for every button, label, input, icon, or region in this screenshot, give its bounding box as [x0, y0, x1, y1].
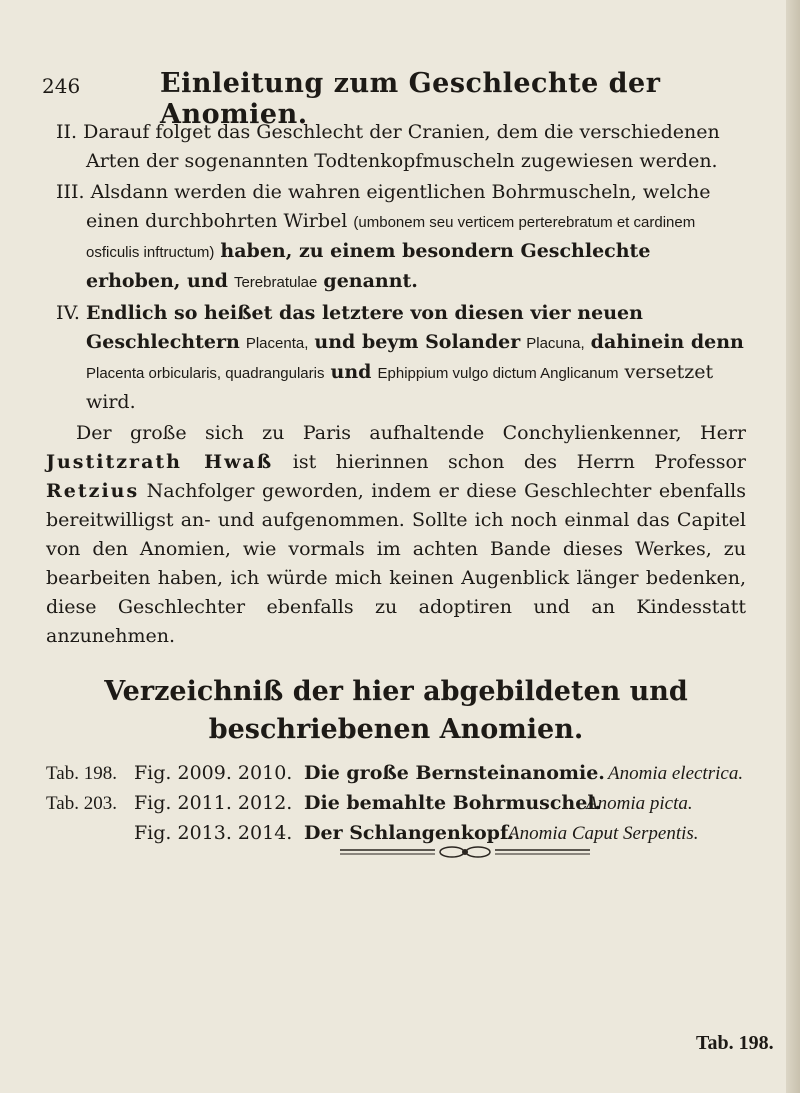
index-desc: Die große Bernsteinanomie. — [304, 762, 605, 784]
item-text: Darauf folget das Geschlecht der Cranien, dem die verschiedenen Arten der sogenannten Todtenkopfmuscheln zugewiesen werden. — [83, 121, 720, 172]
index-sci: Anomia Caput Serpentis. — [508, 823, 699, 844]
index-desc: Der Schlangenkopf. — [304, 822, 515, 844]
latin-term: Ephippium vulgo dictum Anglicanum — [377, 365, 619, 382]
index-sci: Anomia picta. — [586, 793, 693, 814]
index-figs: Fig. 2013. 2014. — [134, 822, 293, 844]
index-desc: Die bemahlte Bohrmuschel. — [304, 792, 602, 814]
list-item-ii — [46, 118, 746, 176]
item-text: und beym Solander — [314, 331, 521, 353]
item-text: versetzet wird. — [86, 361, 714, 413]
index-tab: Tab. 203. — [46, 793, 117, 814]
latin-term: Terebratulae — [233, 274, 318, 291]
item-numeral: II. — [56, 121, 78, 143]
paragraph-text: Der große sich zu Paris aufhaltende Conchylienkenner, Herr — [76, 422, 746, 444]
paragraph-text: Nachfolger geworden, indem er diese Geschlechter ebenfalls bereitwilligst an- und aufgenommen. Sollte ich noch einmal das Capitel von den Anomien, wie vormals im achten Bande dieses Werkes, zu bearbeiten haben, ich würde mich keinen Augenblick länger bedenken, diese Geschlechter ebenfalls zu adoptiren und an Kindesstatt anzunehmen. — [46, 480, 746, 647]
item-text: Alsdann werden die wahren eigentlichen Bohrmuscheln, welche einen durchbohrten Wirbel — [86, 181, 711, 232]
page-header — [42, 68, 702, 130]
ornament-rule — [340, 845, 590, 859]
item-text: genannt. — [323, 270, 418, 292]
item-numeral: IV. — [56, 302, 80, 324]
latin-term: Placenta orbicularis, quadrangularis — [86, 365, 325, 382]
item-text: und — [330, 361, 372, 383]
index-sci: Anomia electrica. — [608, 763, 744, 784]
item-text: Endlich so heißet das letztere von diesen vier neuen Geschlechtern — [86, 302, 643, 353]
catchword: Tab. 198. — [696, 1032, 774, 1054]
latin-term: Placenta, — [245, 335, 309, 352]
page-body — [46, 118, 746, 849]
section-title: Verzeichniß der hier abgebildeten und beschriebenen Anomien. — [104, 676, 688, 745]
person-name: Retzius — [46, 480, 140, 502]
index-entry — [46, 789, 746, 819]
index-tab: Tab. 198. — [46, 763, 117, 784]
list-item-iv — [46, 299, 746, 417]
item-numeral: III. — [56, 181, 85, 203]
latin-term: Placuna, — [526, 335, 585, 352]
latin-phrase: (umbonem seu verticem perterebratum et cardinem osficulis inftructum) — [86, 214, 696, 261]
index-entry — [46, 759, 746, 789]
page-edge — [786, 0, 800, 1093]
running-title: Einleitung zum Geschlechte der Anomien. — [160, 68, 661, 130]
paragraph-text: ist hierinnen schon des Herrn Professor — [292, 451, 746, 473]
index-figs: Fig. 2009. 2010. — [134, 762, 293, 784]
list-item-iii — [46, 178, 746, 297]
body-paragraph — [46, 419, 746, 651]
person-name: Justitzrath Hwaß — [46, 451, 274, 473]
index-figs: Fig. 2011. 2012. — [134, 792, 293, 814]
page-number: 246 — [42, 74, 81, 98]
item-text: haben, zu einem besondern Geschlechte erhoben, und — [86, 240, 651, 292]
item-text: dahinein denn — [590, 331, 744, 353]
